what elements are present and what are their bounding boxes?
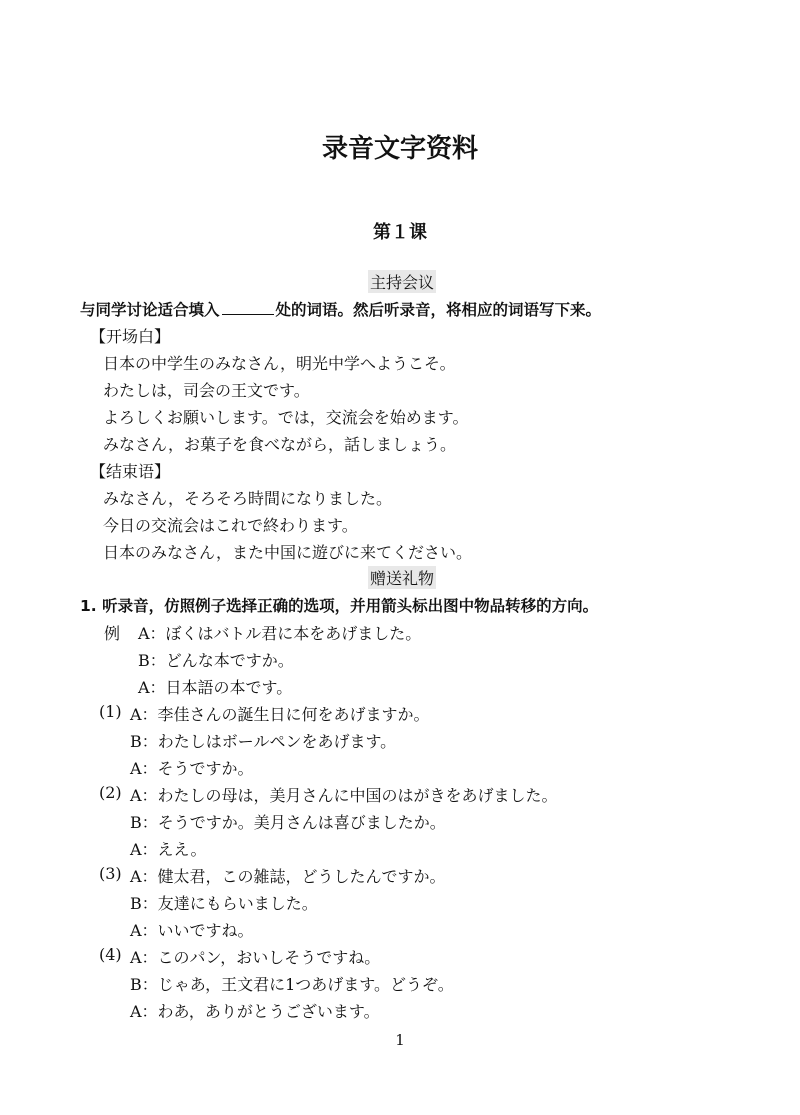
fill-blank	[222, 300, 274, 315]
closing-line: 日本のみなさん，また中国に遊びに来てください。	[103, 543, 472, 562]
example-line: A：ぼくはバトル君に本をあげました。	[138, 624, 422, 643]
dialogue-line: B：じゃあ，王文君に1つあげます。どうぞ。	[130, 975, 454, 994]
lesson-heading: 第１课	[373, 222, 427, 243]
item-number: (1)	[99, 702, 122, 721]
example-line: A：日本語の本です。	[138, 678, 293, 697]
dialogue-line: A：そうですか。	[130, 759, 254, 778]
dialogue-line: A：このパン，おいしそうですね。	[130, 948, 381, 967]
page-title: 录音文字资料	[321, 134, 478, 164]
dialogue-line: A：ええ。	[130, 840, 207, 859]
dialogue-line: B：わたしはボールペンをあげます。	[130, 732, 397, 751]
item-number: (2)	[99, 783, 122, 802]
dialogue-line: A：わたしの母は，美月さんに中国のはがきをあげました。	[130, 786, 558, 805]
dialogue-line: B：友達にもらいました。	[130, 894, 318, 913]
dialogue-line: A：健太君，この雑誌，どうしたんですか。	[130, 867, 446, 886]
closing-label: 【结束语】	[90, 462, 171, 481]
dialogue-line: A：わあ，ありがとうございます。	[130, 1002, 380, 1021]
closing-line: みなさん，そろそろ時間になりました。	[103, 489, 392, 508]
opening-line: わたしは，司会の王文です。	[103, 381, 310, 400]
dialogue-line: A：李佳さんの誕生日に何をあげますか。	[130, 705, 430, 724]
instruction-part-2: 处的词语。然后听录音，将相应的词语写下来。	[275, 301, 602, 319]
example-label: 例	[104, 624, 121, 643]
section-heading-gifts: 赠送礼物	[368, 566, 436, 589]
opening-label: 【开场白】	[90, 327, 171, 346]
page-number: 1	[395, 1031, 405, 1049]
item-number: (4)	[99, 945, 122, 964]
opening-line: みなさん，お菓子を食べながら，話しましょう。	[103, 435, 456, 454]
dialogue-line: A：いいですね。	[130, 921, 254, 940]
section1-instruction	[80, 298, 601, 320]
item-number: (3)	[99, 864, 122, 883]
opening-line: よろしくお願いします。では，交流会を始めます。	[103, 408, 469, 427]
dialogue-line: B：そうですか。美月さんは喜びましたか。	[130, 813, 446, 832]
instruction-part-1: 与同学讨论适合填入	[80, 301, 220, 319]
section-heading-hosting: 主持会议	[368, 270, 436, 293]
section2-instruction: 1. 听录音，仿照例子选择正确的选项，并用箭头标出图中物品转移的方向。	[80, 597, 599, 615]
example-line: B：どんな本ですか。	[138, 651, 294, 670]
closing-line: 今日の交流会はこれで終わります。	[103, 516, 358, 535]
opening-line: 日本の中学生のみなさん，明光中学へようこそ。	[103, 354, 456, 373]
